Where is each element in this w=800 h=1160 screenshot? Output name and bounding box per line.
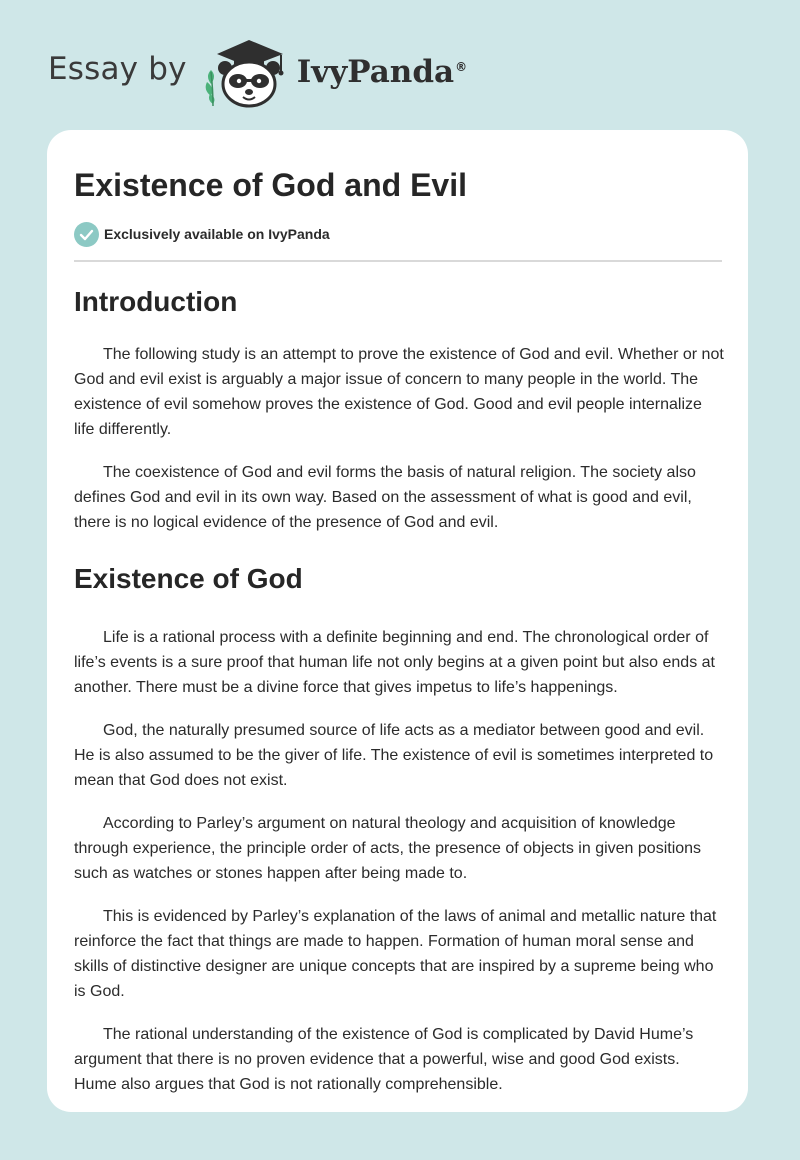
registered-mark: ®	[455, 59, 468, 74]
section-heading-introduction: Introduction	[74, 286, 238, 317]
check-circle-icon	[74, 222, 99, 247]
section-heading-existence-of-god: Existence of God	[74, 563, 303, 594]
paragraph: God, the naturally presumed source of life acts as a mediator between good and evil. He is also assumed to be the giver of life. The existence of evil is sometimes interpreted to mean that God does not exist.	[74, 722, 714, 789]
title-divider	[74, 260, 722, 262]
site-brand[interactable]	[48, 34, 467, 110]
exclusive-badge	[74, 221, 722, 247]
brand-prefix: Essay by	[48, 51, 187, 87]
paragraph: The following study is an attempt to prove the existence of God and evil. Whether or not God and evil exist is arguably a major issue of concern to many people in the world. The existence of evil somehow proves the existence of God. Good and evil people internalize life differently.	[74, 346, 724, 438]
paragraph: The rational understanding of the existence of God is complicated by David Hume’s argument that there is no proven evidence that a powerful, wise and good God exists. Hume also argues that God is not rationally comprehensible.	[74, 1026, 694, 1093]
paragraph: This is evidenced by Parley’s explanation of the laws of animal and metallic nature that reinforce the fact that things are made to happen. Formation of human moral sense and skills of distinctive designer are unique concepts that are inspired by a supreme being who is God.	[74, 908, 717, 1000]
essay-card	[47, 130, 748, 1112]
paragraph: The coexistence of God and evil forms the basis of natural religion. The society also defines God and evil in its own way. Based on the assessment of what is good and evil, there is no logical evidence of the presence of God and evil.	[74, 464, 696, 531]
graduation-cap-panda-icon	[201, 34, 293, 110]
exclusive-badge-text: Exclusively available on IvyPanda	[104, 226, 330, 242]
brand-name: IvyPanda®	[296, 54, 468, 90]
essay-title: Existence of God and Evil	[74, 167, 467, 203]
paragraph: Life is a rational process with a definite beginning and end. The chronological order of life’s events is a sure proof that human life not only begins at a given point but also ends at another. There must be a divine force that gives impetus to life’s happenings.	[74, 629, 715, 696]
paragraph: According to Parley’s argument on natural theology and acquisition of knowledge through experience, the principle order of acts, the presence of objects in given positions such as watches or stones happen after being made to.	[74, 815, 702, 882]
